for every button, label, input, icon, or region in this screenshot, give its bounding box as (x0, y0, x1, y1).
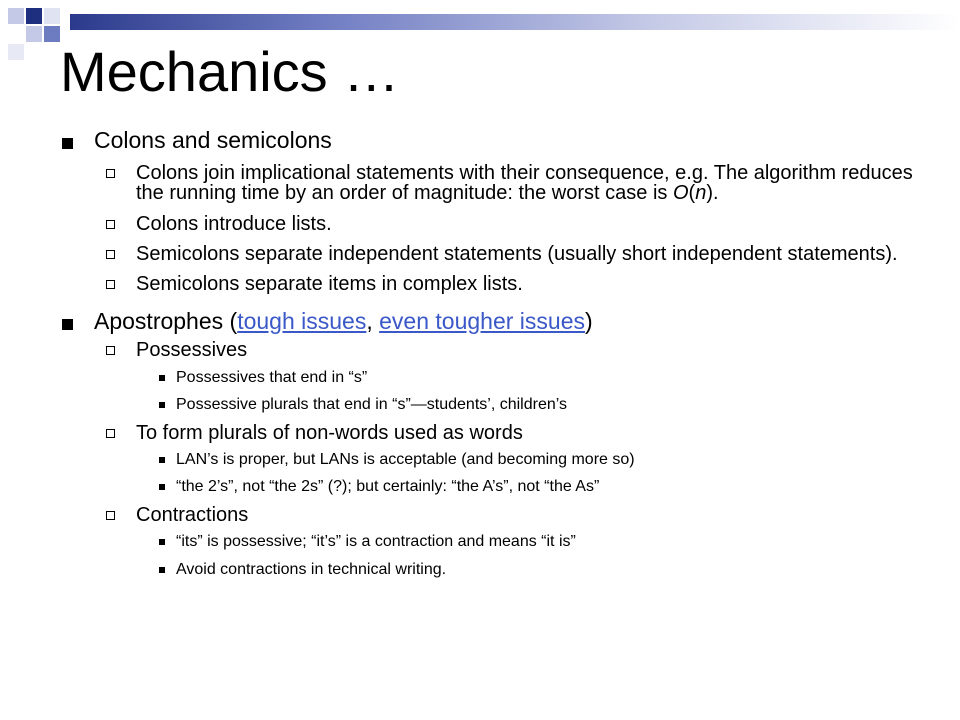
small-square-bullet-icon (159, 402, 165, 408)
detail-bullet-the-2s: “the 2’s”, not “the 2s” (?); but certainly: “the A’s”, not “the As” (60, 478, 920, 496)
hollow-square-bullet-icon (106, 250, 115, 259)
small-square-bullet-icon (159, 375, 165, 381)
link-even-tougher-issues[interactable]: even tougher issues (379, 307, 585, 334)
sub-bullet-colons-join: Colons join implicational statements with their consequence, e.g. The algorithm reduces the running time by an order of magnitude: the worst case is O(n). (60, 163, 920, 204)
small-square-bullet-icon (159, 457, 165, 463)
hollow-square-bullet-icon (106, 280, 115, 289)
slide-body (60, 128, 920, 579)
hollow-square-bullet-icon (106, 220, 115, 229)
hollow-square-bullet-icon (106, 429, 115, 438)
decor-square-4 (44, 26, 60, 42)
square-bullet-icon (62, 138, 73, 149)
bullet-colons-semicolons: Colons and semicolons (60, 128, 920, 154)
hollow-square-bullet-icon (106, 511, 115, 520)
detail-bullet-lans: LAN’s is proper, but LANs is acceptable (and becoming more so) (60, 451, 920, 469)
small-square-bullet-icon (159, 539, 165, 545)
detail-bullet-its: “its” is possessive; “it’s” is a contraction and means “it is” (60, 533, 920, 551)
slide-title: Mechanics … (60, 40, 400, 103)
hollow-square-bullet-icon (106, 169, 115, 178)
detail-bullet-possessives-s: Possessives that end in “s” (60, 369, 920, 387)
decor-square-2 (26, 8, 42, 24)
detail-bullet-avoid-contractions: Avoid contractions in technical writing. (60, 561, 920, 579)
sub-bullet-plurals-non-words: To form plurals of non-words used as words (60, 423, 920, 443)
bullet-apostrophes: Apostrophes (tough issues, even tougher issues) (60, 309, 920, 335)
detail-bullet-possessive-plurals: Possessive plurals that end in “s”—students’, children’s (60, 396, 920, 414)
link-tough-issues[interactable]: tough issues (237, 307, 367, 334)
sub-bullet-colons-lists: Colons introduce lists. (60, 214, 920, 234)
small-square-bullet-icon (159, 484, 165, 490)
sub-bullet-semicolons-lists: Semicolons separate items in complex lists. (60, 274, 920, 294)
sub-bullet-possessives: Possessives (60, 340, 920, 360)
sub-bullet-contractions: Contractions (60, 505, 920, 525)
sub-bullet-semicolons-statements: Semicolons separate independent statements (usually short independent statements). (60, 244, 920, 264)
square-bullet-icon (62, 319, 73, 330)
decor-square-6 (8, 44, 24, 60)
decor-square-3 (26, 26, 42, 42)
hollow-square-bullet-icon (106, 346, 115, 355)
small-square-bullet-icon (159, 567, 165, 573)
decor-square-1 (8, 8, 24, 24)
decor-square-5 (44, 8, 60, 24)
header-gradient-bar (70, 14, 960, 30)
